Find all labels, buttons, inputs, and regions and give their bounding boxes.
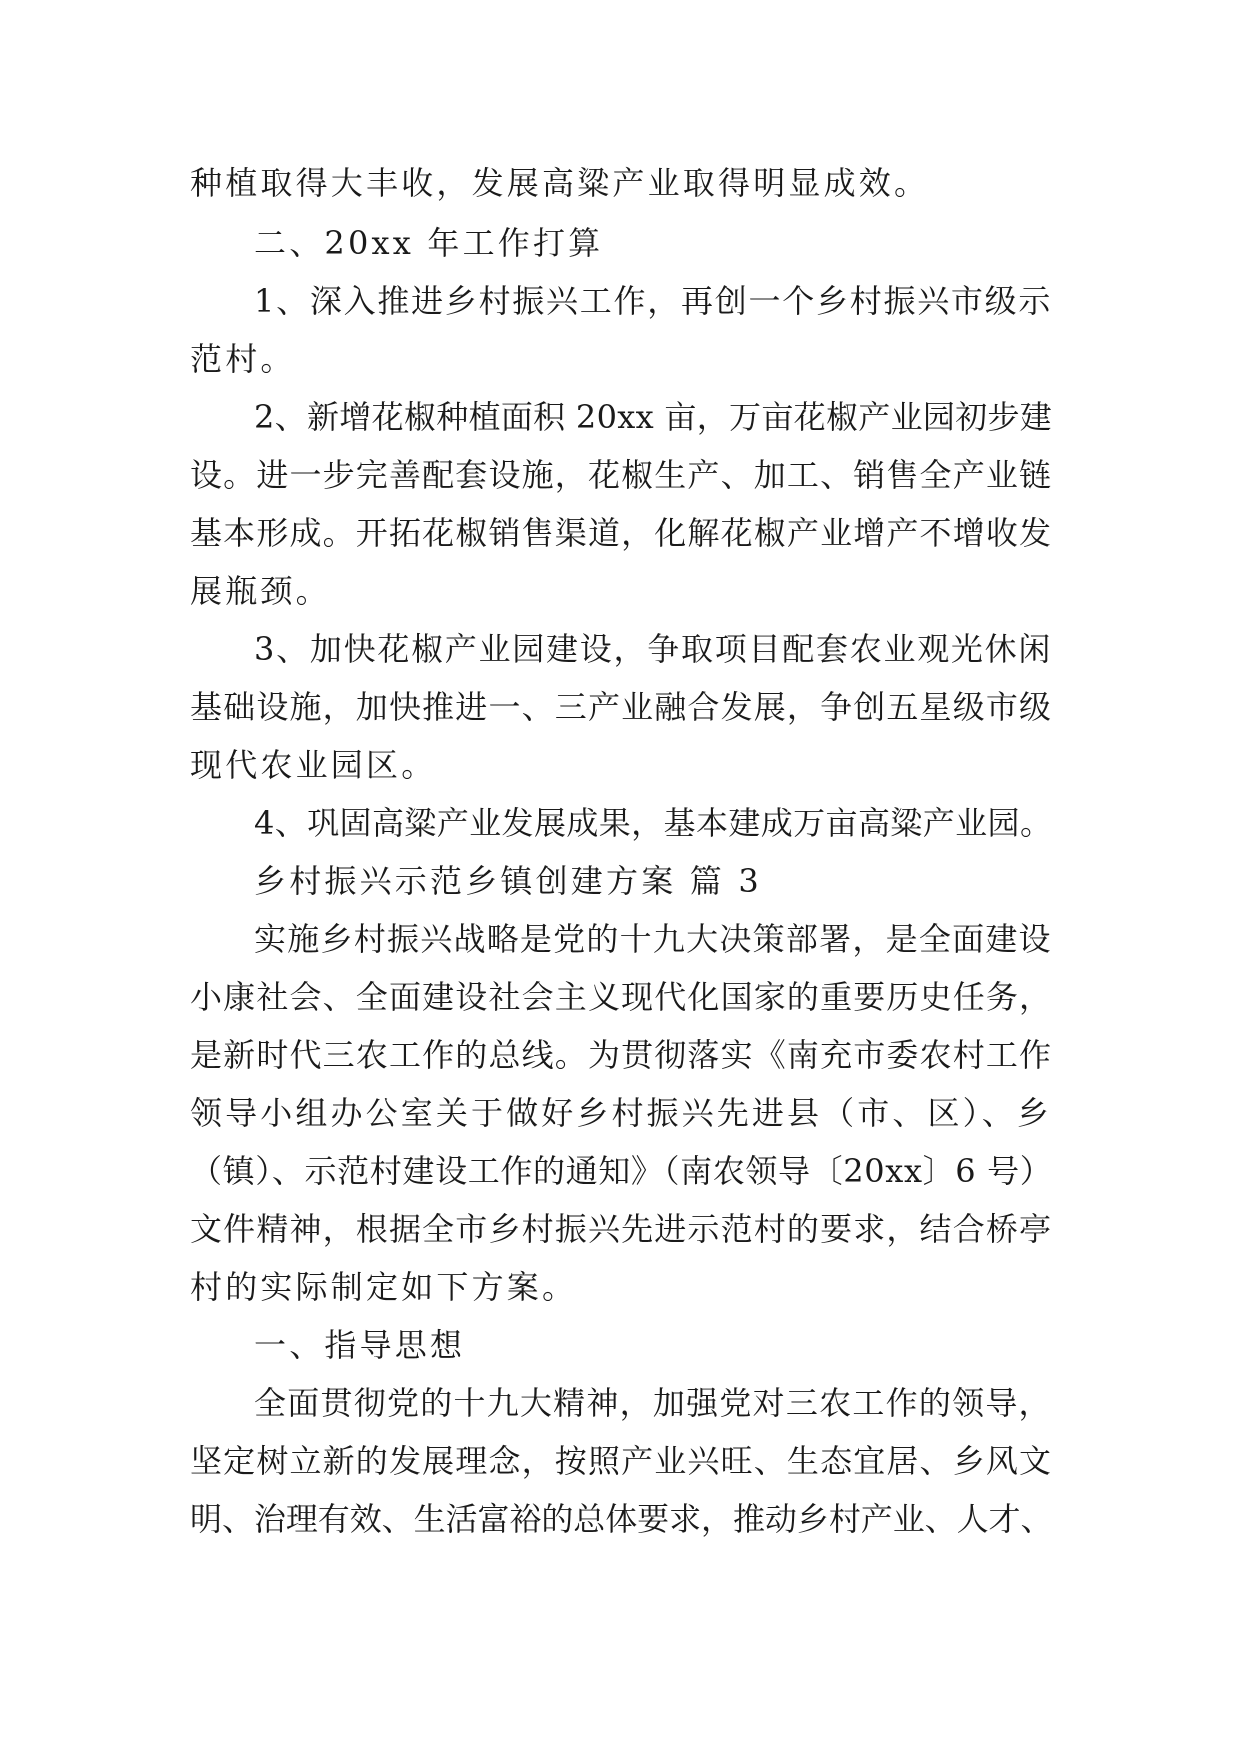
text-line: 种植取得大丰收，发展高粱产业取得明显成效。: [190, 164, 930, 202]
paragraph-text: 全面贯彻党的十九大精神，加强党对三农工作的领导，: [254, 1384, 1052, 1422]
text-line: 明、治理有效、生活富裕的总体要求，推动乡村产业、人才、: [190, 1500, 1053, 1538]
text-line: 坚定树立新的发展理念，按照产业兴旺、生态宜居、乡风文: [190, 1442, 1053, 1480]
text-line: 展瓶颈。: [190, 572, 331, 610]
text-line: 小康社会、全面建设社会主义现代化国家的重要历史任务，: [190, 978, 1053, 1016]
list-item-text: 3、加快花椒产业园建设，争取项目配套农业观光休闲: [254, 630, 1053, 668]
text-line: 范村。: [190, 340, 296, 378]
text-line: 基础设施，加快推进一、三产业融合发展，争创五星级市级: [190, 688, 1053, 726]
paragraph-text: 实施乡村振兴战略是党的十九大决策部署，是全面建设: [254, 920, 1052, 958]
text-line: 设。进一步完善配套设施，花椒生产、加工、销售全产业链: [190, 456, 1053, 494]
text-line: （镇）、示范村建设工作的通知》（南农领导〔20xx〕6 号）: [190, 1152, 1053, 1190]
section-heading: 一、指导思想: [254, 1326, 466, 1364]
text-line: 领导小组办公室关于做好乡村振兴先进县（市、区）、乡: [190, 1094, 1053, 1132]
text-line: 文件精神，根据全市乡村振兴先进示范村的要求，结合桥亭: [190, 1210, 1053, 1248]
list-item-text: 1、深入推进乡村振兴工作，再创一个乡村振兴市级示: [254, 282, 1053, 320]
section-heading: 二、20xx 年工作打算: [254, 224, 604, 262]
list-item-text: 2、新增花椒种植面积 20xx 亩，万亩花椒产业园初步建: [254, 398, 1053, 436]
text-line: 现代农业园区。: [190, 746, 437, 784]
article-title: 乡村振兴示范乡镇创建方案 篇 3: [254, 862, 762, 900]
text-line: 基本形成。开拓花椒销售渠道，化解花椒产业增产不增收发: [190, 514, 1053, 552]
text-line: 是新时代三农工作的总线。为贯彻落实《南充市委农村工作: [190, 1036, 1053, 1074]
text-line: 村的实际制定如下方案。: [190, 1268, 578, 1306]
list-item-text: 4、巩固高粱产业发展成果，基本建成万亩高粱产业园。: [254, 804, 1053, 842]
